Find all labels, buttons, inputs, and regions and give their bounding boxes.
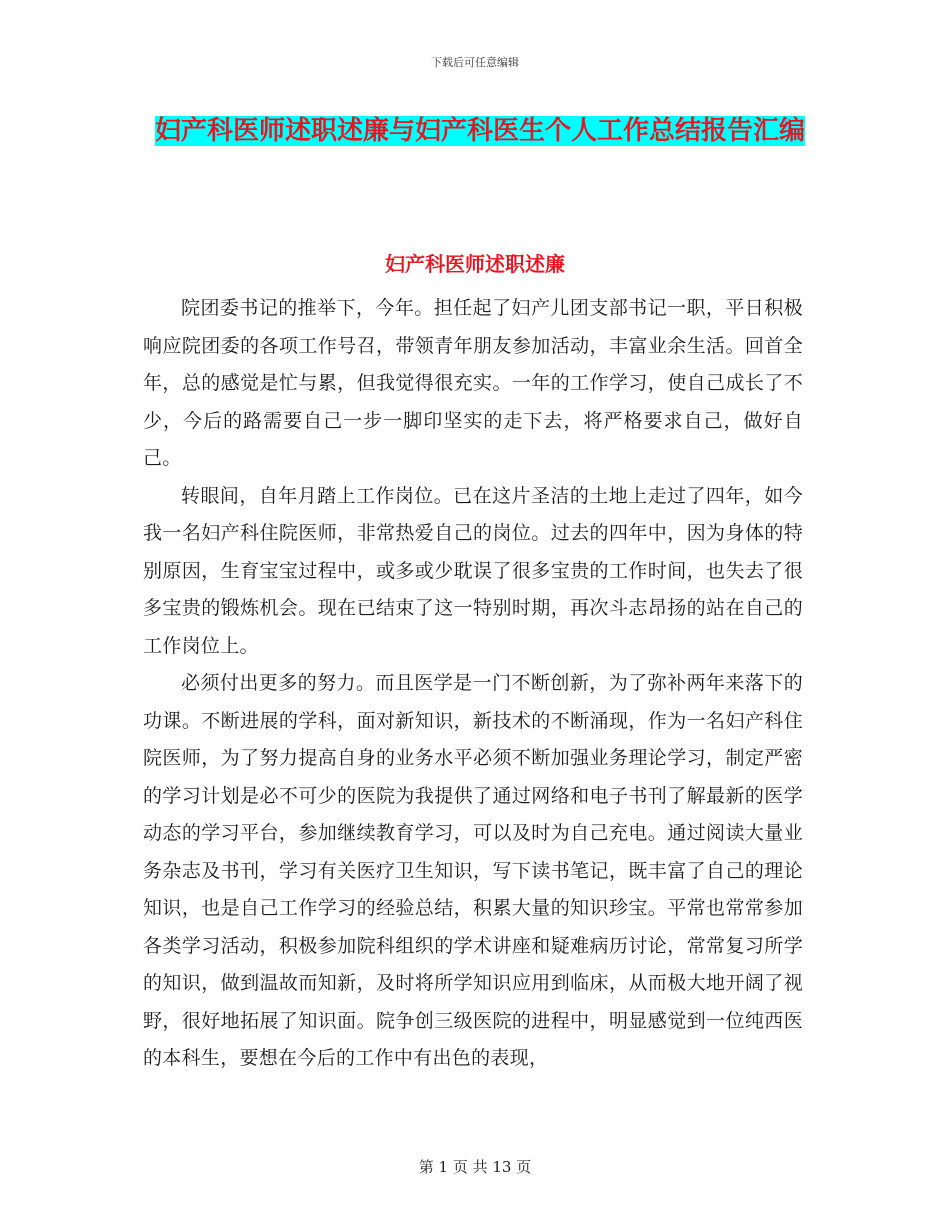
paragraph-1: 院团委书记的推举下，今年。担任起了妇产儿团支部书记一职，平日积极响应院团委的各项工作号召，带领青年朋友参加活动，丰富业余生活。回首全年，总的感觉是忙与累，但我觉得很充实。一年的工作学习，使自己成长了不少，今后的路需要自己一步一脚印坚实的走下去，将严格要求自己，做好自己。 bbox=[143, 297, 803, 469]
paragraph-2: 转眼间，自年月踏上工作岗位。已在这片圣洁的土地上走过了四年，如今我一名妇产科住院医师，非常热爱自己的岗位。过去的四年中，因为身体的特别原因，生育宝宝过程中，或多或少耽误了很多宝贵的工作时间，也失去了很多宝贵的锻炼机会。现在已结束了这一特别时期，再次斗志昂扬的站在自己的工作岗位上。 bbox=[143, 484, 803, 657]
header-note: 下载后可任意编辑 bbox=[431, 56, 519, 69]
document-title bbox=[150, 108, 810, 154]
paragraph-3: 必须付出更多的努力。而且医学是一门不断创新，为了弥补两年来落下的功课。不断进展的学科，面对新知识，新技术的不断涌现，作为一名妇产科住院医师，为了努力提高自身的业务水平必须不断加强业务理论学习，制定严密的学习计划是必不可少的医院为我提供了通过网络和电子书刊了解最新的医学动态的学习平台，参加继续教育学习，可以及时为自己充电。通过阅读大量业务杂志及书刊，学习有关医疗卫生知识，写下读书笔记，既丰富了自己的理论知识，也是自己工作学习的经验总结，积累大量的知识珍宝。平常也常常参加各类学习活动，积极参加院科组织的学术讲座和疑难病历讨论，常常复习所学的知识，做到温故而知新，及时将所学知识应用到临床，从而极大地开阔了视野，很好地拓展了知识面。院争创三级医院的进程中，明显感觉到一位纯西医的本科生，要想在今后的工作中有出色的表现， bbox=[143, 672, 803, 1069]
page-footer: 第 1 页 共 13 页 bbox=[418, 1158, 532, 1176]
document-title-text: 妇产科医师述职述廉与妇产科医生个人工作总结报告汇编 bbox=[154, 116, 805, 146]
body-text bbox=[143, 290, 803, 1078]
section-title: 妇产科医师述职述廉 bbox=[385, 252, 565, 276]
